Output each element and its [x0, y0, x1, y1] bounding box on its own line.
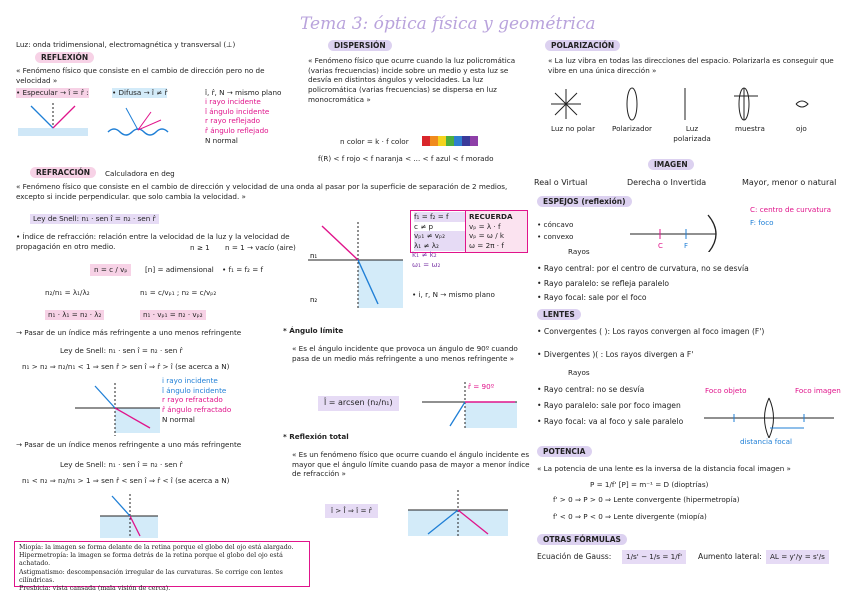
lentes-rayos-label: Rayos	[568, 368, 590, 377]
recuerda-vp: vₚ = λ · f	[469, 221, 501, 231]
cond-k: k₁ ≠ k₂	[412, 250, 437, 259]
n-units: [n] = adimensional	[145, 265, 214, 274]
imagen-real-virtual: Real o Virtual	[534, 178, 588, 187]
case2-snell: Ley de Snell: n₁ · sen î = n₂ · sen r̂	[60, 460, 183, 469]
indice-refraccion: • Índice de refracción: relación entre la velocidad de la luz y la velocidad de propagación en otro medio.	[16, 232, 290, 251]
lente-ray-central: • Rayo central: no se desvía	[537, 385, 645, 394]
case2-diagram	[100, 492, 160, 540]
diffuse-incident	[126, 108, 138, 130]
lente-ray-focal: • Rayo focal: va al foco y sale paralelo	[537, 417, 684, 426]
lentes-heading: LENTES	[537, 309, 581, 320]
reflexion-definition: « Fenómeno físico que consiste en el cambio de dirección pero no de velocidad »	[16, 66, 265, 85]
spectrum-bar	[422, 136, 478, 146]
n2-label: n₂	[310, 296, 318, 304]
cond-c: c ≠ p	[414, 221, 434, 231]
refraccion-heading: REFRACCIÓN	[30, 167, 96, 178]
luz-intro: Luz: onda tridimensional, electromagnética y transversal (⊥)	[16, 40, 236, 49]
mirror-diagram	[630, 212, 730, 252]
defect-astigmatismo: Astigmatismo: descompensación irregular de las curvaturas. Se corrige con lentes cilíndricas.	[19, 568, 283, 584]
dispersion-definition: « Fenómeno físico que ocurre cuando la luz policromática (varias frecuencias) incide sobre un medio y esta luz se desvía en distintos ángulos y velocidades. La luz policromática (varias frecuencias) se dispersa en luz monocromática »	[308, 56, 516, 104]
lens-diagram	[700, 396, 840, 438]
foco-objeto-label: Foco objeto	[705, 386, 747, 395]
focus-letter: F	[684, 242, 689, 250]
reflexion-legend	[205, 97, 295, 146]
espejo-ray-paralelo: • Rayo paralelo: se refleja paralelo	[537, 279, 670, 288]
lentes-divergentes: • Divergentes )( : Los rayos divergen a F'	[537, 350, 694, 359]
case1-snell: Ley de Snell: n₁ · sen î = n₂ · sen r̂	[60, 346, 183, 355]
n-formula: n = c / vₚ	[90, 264, 131, 276]
defect-presbicia: Presbicia: vista cansada (mala visión de cerca).	[19, 584, 171, 592]
recuerda-omega: ω = 2π · f	[469, 241, 504, 251]
recuerda-vp-omega: vₚ = ω / k	[469, 231, 505, 241]
polarization-diagram	[548, 84, 838, 126]
dispersion-heading: DISPERSIÓN	[328, 40, 392, 51]
espejos-heading: ESPEJOS (reflexión)	[537, 196, 632, 207]
spectrum-band	[446, 136, 454, 146]
sample-icon	[734, 88, 758, 120]
cond-frequency: f₁ = f₂ = f	[414, 212, 466, 222]
conditions-box	[410, 210, 470, 253]
reflexion-difusa: • Difusa → î ≠ r̂	[112, 88, 168, 97]
espejo-ray-central: • Rayo central: por el centro de curvatura, no se desvía	[537, 264, 749, 273]
case2-result: n₁ < n₂ ⇒ n₂/n₁ > 1 ⇒ sen r̂ < sen î ⇒ r̂ < î (se acerca a N)	[22, 476, 230, 485]
angulo-limite-definition: « Es el ángulo incidente que provoca un ángulo de 90º cuando pasa de un medio más refringente a uno menos refringente »	[292, 344, 518, 363]
reflected-ray	[53, 106, 75, 128]
limite-r90-label: r̂ = 90º	[468, 382, 495, 391]
aumento-formula: AL = y'/y = s'/s	[766, 550, 829, 564]
cond-velocity: vₚ₁ ≠ vₚ₂	[414, 231, 466, 241]
legend-rayo-incidente: i rayo incidente	[205, 97, 261, 106]
espejo-f-label: F: foco	[750, 218, 774, 227]
polarizacion-definition: « La luz vibra en todas las direcciones del espacio. Polarizarla es conseguir que vibre en una única dirección »	[548, 56, 834, 75]
reflexion-total-condition: î > l̂ ⇒ î = r̂	[325, 504, 378, 518]
espejo-concavo: • cóncavo	[537, 220, 574, 229]
legend-ref-angulo-refractado: r̂ ángulo refractado	[162, 405, 232, 415]
case1-result: n₁ > n₂ ⇒ n₂/n₁ < 1 ⇒ sen r̂ > sen î ⇒ r̂ > î (se acerca a N)	[22, 362, 230, 371]
polarizer-icon	[627, 88, 637, 120]
espejo-c-label: C: centro de curvatura	[750, 205, 832, 214]
angulo-limite-heading: * Ángulo límite	[283, 326, 344, 335]
calc-note: Calculadora en deg	[105, 169, 175, 178]
potencia-divergente: f' < 0 ⇒ P < 0 ⇒ Lente divergente (miopía)	[553, 512, 707, 521]
product-velocity: n₁ · vₚ₁ = n₂ · vₚ₂	[140, 310, 206, 320]
eye-defects-box	[14, 541, 310, 592]
f-equal: • f₁ = f₂ = f	[222, 265, 264, 274]
refraccion-definition: « Fenómeno físico que consiste en el cambio de dirección y velocidad de una onda al pasar por la superficie de separación de 2 medios, excepto si incide perpendicular. que solo cambia la velocidad. »	[16, 182, 508, 201]
n-eq-1: n = 1 → vacío (aire)	[225, 243, 296, 252]
mirror-surface	[18, 128, 88, 136]
page-title: Tema 3: óptica física y geométrica	[300, 14, 596, 34]
spectrum-band	[454, 136, 462, 146]
legend-normal: N normal	[205, 135, 238, 145]
label-luz-polarizada: Luz polarizada	[673, 124, 711, 143]
reflexion-especular: • Especular → î = r̂ :	[16, 88, 89, 97]
potencia-formula: P = 1/f' [P] = m⁻¹ = D (dioptrías)	[590, 480, 709, 489]
lente-ray-paralelo: • Rayo paralelo: sale por foco imagen	[537, 401, 681, 410]
distancia-focal-label: distancia focal	[740, 437, 793, 446]
frequency-order: f(R) < f rojo < f naranja < ... < f azul < f morado	[318, 154, 494, 163]
reflexion-total-heading: * Reflexión total	[283, 432, 349, 441]
reflexion-same-plane: î, r̂, N → mismo plano	[205, 88, 282, 97]
label-ojo: ojo	[796, 124, 807, 133]
potencia-heading: POTENCIA	[537, 446, 592, 457]
potencia-definition: « La potencia de una lente es la inversa de la distancia focal imagen »	[537, 464, 791, 473]
foco-imagen-label: Foco imagen	[795, 386, 841, 395]
n-color: n color = k · f color	[340, 137, 409, 146]
case2-medium	[100, 516, 158, 538]
spectrum-band	[438, 136, 446, 146]
espejo-ray-focal: • Rayo focal: sale por el foco	[537, 293, 647, 302]
reflexion-heading: REFLEXIÓN	[35, 52, 94, 63]
legend-ref-angulo-incidente: î ángulo incidente	[162, 385, 227, 395]
label-muestra: muestra	[735, 124, 765, 133]
n-ge-1: n ≥ 1	[190, 243, 210, 252]
legend-angulo-incidente: î ángulo incidente	[205, 106, 270, 116]
case1-incident	[95, 386, 115, 408]
center-letter: C	[658, 242, 663, 250]
aumento-label: Aumento lateral:	[698, 552, 762, 561]
label-polarizador: Polarizador	[612, 124, 652, 133]
angulo-limite-formula: l̂ = arcsen (n₂/n₁)	[318, 396, 399, 411]
legend-ref-rayo-refractado: r rayo refractado	[162, 395, 223, 405]
ratio-lambda: n₂/n₁ = λ₁/λ₂	[45, 288, 90, 297]
reflexion-diagrams	[16, 98, 196, 158]
medium-2	[358, 260, 403, 308]
espejo-convexo: • convexo	[537, 232, 574, 241]
lentes-convergentes: • Convergentes ( ): Los rayos convergen al foco imagen (F')	[537, 327, 765, 336]
defect-miopia: Miopía: la imagen se forma delante de la retina porque el globo del ojo está alargado.	[19, 544, 294, 551]
espejos-rayos-label: Rayos	[568, 247, 590, 256]
cond-lambda: λ₁ ≠ λ₂	[414, 241, 466, 251]
recuerda-title: RECUERDA	[469, 212, 513, 221]
otras-formulas-heading: OTRAS FÓRMULAS	[537, 534, 627, 545]
refraccion-same-plane: • i, r, N → mismo plano	[412, 290, 495, 299]
spectrum-band	[430, 136, 438, 146]
reflexion-total-definition: « Es un fenómeno físico que ocurre cuando el ángulo incidente es mayor que el ángulo límite cuando pasa de mayor a menor índice de refracción »	[292, 450, 530, 479]
limite-medium	[465, 402, 517, 428]
label-luz-no-polar: Luz no polar	[551, 124, 596, 133]
imagen-heading: IMAGEN	[648, 159, 694, 170]
legend-ref-rayo-incidente: i rayo incidente	[162, 376, 218, 385]
gauss-label: Ecuación de Gauss:	[537, 552, 612, 561]
unpolarized-light-icon	[551, 89, 581, 119]
incident-ray	[31, 106, 53, 128]
gauss-formula: 1/s' − 1/s = 1/f'	[622, 550, 686, 564]
case2-title: → Pasar de un índice menos refringente a uno más refringente	[16, 440, 242, 449]
imagen-derecha-invertida: Derecha o Invertida	[627, 178, 707, 187]
product-lambda: n₁ · λ₁ = n₂ · λ₂	[45, 310, 104, 320]
refraction-main-diagram	[306, 218, 406, 310]
snell-law: Ley de Snell: n₁ · sen î = n₂ · sen r̂	[30, 214, 159, 224]
imagen-tamano: Mayor, menor o natural	[742, 178, 837, 187]
n1-label: n₁	[310, 252, 318, 260]
limite-incident	[450, 402, 465, 426]
legend-angulo-reflejado: r̂ ángulo reflejado	[205, 126, 269, 136]
legend-rayo-reflejado: r rayo reflejado	[205, 116, 261, 126]
spectrum-band	[422, 136, 430, 146]
spectrum-band	[470, 136, 478, 146]
refraccion-legend	[162, 376, 262, 425]
case1-title: → Pasar de un índice más refringente a uno menos refringente	[16, 328, 242, 337]
case1-diagram	[70, 378, 165, 438]
potencia-convergente: f' > 0 ⇒ P > 0 ⇒ Lente convergente (hipermetropía)	[553, 495, 740, 504]
conditions-extra	[412, 250, 440, 269]
spectrum-band	[462, 136, 470, 146]
defect-hipermetropia: Hipermetropía: la imagen se forma detrás de la retina porque el globo del ojo está achatado.	[19, 552, 283, 568]
case2-incident	[112, 496, 130, 516]
reflexion-total-diagram	[408, 488, 518, 538]
recuerda-box	[465, 210, 528, 253]
legend-ref-normal: N normal	[162, 414, 195, 424]
ratio-velocity: n₁ = c/vₚ₁ ; n₂ = c/vₚ₂	[140, 288, 217, 297]
incident-ray	[322, 226, 358, 260]
cond-omega: ω₁ = ω₂	[412, 259, 441, 269]
polarizacion-heading: POLARIZACIÓN	[545, 40, 620, 51]
eye-icon	[796, 101, 808, 107]
